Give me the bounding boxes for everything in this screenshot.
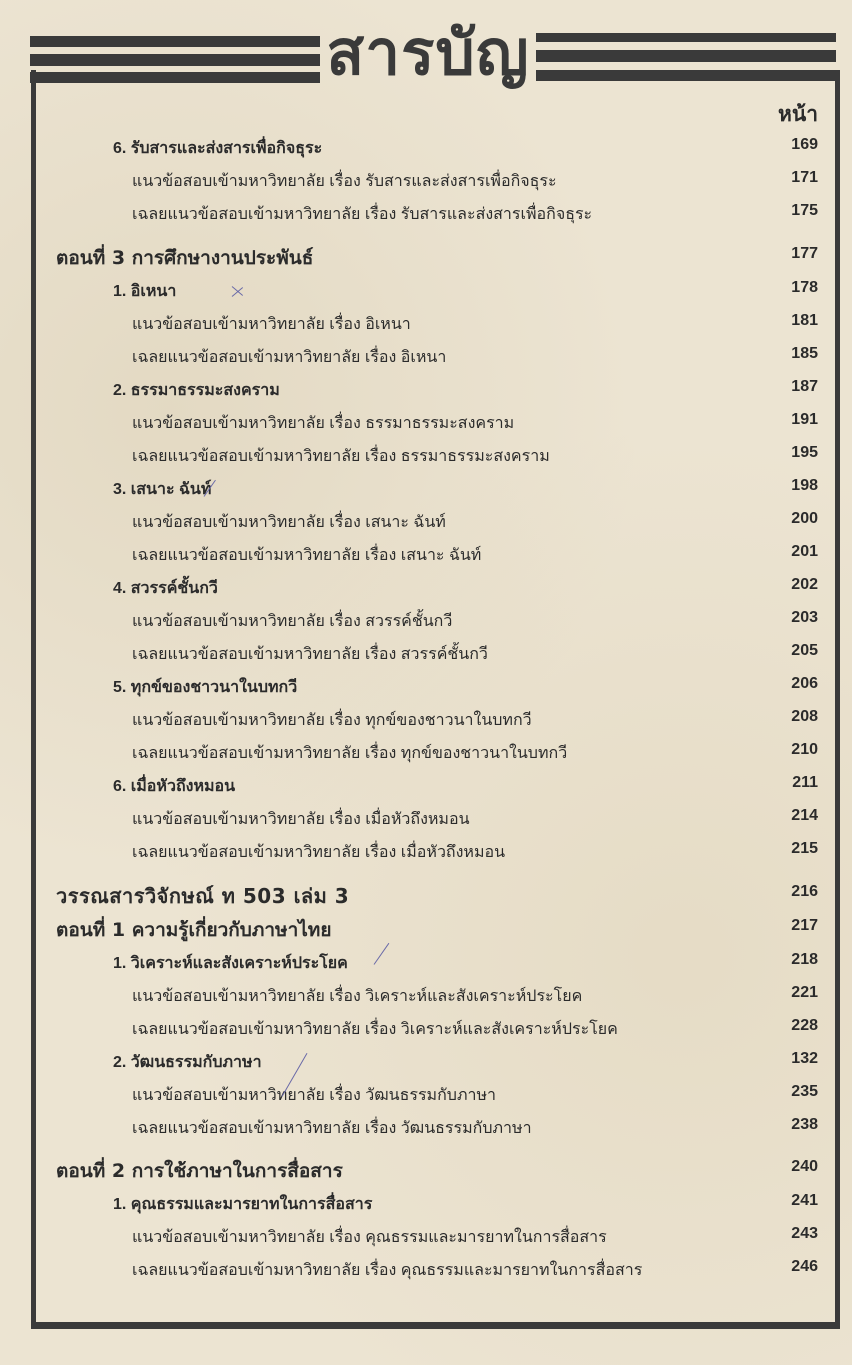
toc-entry-title: 3. เสนาะ ฉันท์ bbox=[113, 481, 212, 498]
toc-subentry bbox=[0, 836, 852, 866]
toc-page-number: 181 bbox=[791, 312, 818, 329]
toc-chapter bbox=[0, 947, 852, 977]
toc-page-number: 191 bbox=[791, 411, 818, 428]
toc-subentry bbox=[0, 165, 852, 195]
toc-entry-title: เฉลยแนวข้อสอบเข้ามหาวิทยาลัย เรื่อง เมื่อหัวถึงหมอน bbox=[132, 844, 506, 861]
toc-entry-title: 1. อิเหนา bbox=[113, 283, 177, 300]
toc-subentry bbox=[0, 440, 852, 470]
toc-chapter bbox=[0, 1046, 852, 1076]
toc-subentry bbox=[0, 407, 852, 437]
toc-entry-title: 6. เมื่อหัวถึงหมอน bbox=[113, 778, 236, 795]
toc-entry-title: 1. วิเคราะห์และสังเคราะห์ประโยค bbox=[113, 955, 348, 972]
title-rule-right-1 bbox=[536, 33, 836, 42]
toc-entry-title: แนวข้อสอบเข้ามหาวิทยาลัย เรื่อง อิเหนา bbox=[132, 316, 411, 333]
toc-page-number: 215 bbox=[791, 840, 818, 857]
toc-page-number: 228 bbox=[791, 1017, 818, 1034]
toc-page-number: 235 bbox=[791, 1083, 818, 1100]
toc-subentry bbox=[0, 1221, 852, 1251]
toc-entry-title: เฉลยแนวข้อสอบเข้ามหาวิทยาลัย เรื่อง วัฒนธรรมกับภาษา bbox=[132, 1120, 532, 1137]
toc-page-number: 132 bbox=[791, 1050, 818, 1067]
toc-entry-title: แนวข้อสอบเข้ามหาวิทยาลัย เรื่อง รับสารและส่งสารเพื่อกิจธุระ bbox=[132, 173, 557, 190]
toc-entry-title: วรรณสารวิจักษณ์ ท 503 เล่ม 3 bbox=[56, 884, 350, 908]
toc-entry-title: เฉลยแนวข้อสอบเข้ามหาวิทยาลัย เรื่อง ทุกข์ของชาวนาในบทกวี bbox=[132, 745, 568, 762]
toc-entry-title: 2. ธรรมาธรรมะสงคราม bbox=[113, 382, 280, 399]
toc-page-number: 200 bbox=[791, 510, 818, 527]
toc-page-number: 171 bbox=[791, 169, 818, 186]
toc-part-heading bbox=[0, 913, 852, 943]
toc-entry-title: แนวข้อสอบเข้ามหาวิทยาลัย เรื่อง สวรรค์ชั้นกวี bbox=[132, 613, 453, 630]
toc-entry-title: แนวข้อสอบเข้ามหาวิทยาลัย เรื่อง เสนาะ ฉันท์ bbox=[132, 514, 446, 531]
toc-entry-title: แนวข้อสอบเข้ามหาวิทยาลัย เรื่อง เมื่อหัวถึงหมอน bbox=[132, 811, 470, 828]
toc-chapter bbox=[0, 1188, 852, 1218]
toc-book-heading bbox=[0, 879, 852, 909]
toc-entry-title: ตอนที่ 1 ความรู้เกี่ยวกับภาษาไทย bbox=[56, 919, 332, 941]
toc-subentry bbox=[0, 980, 852, 1010]
toc-entry-title: 2. วัฒนธรรมกับภาษา bbox=[113, 1054, 262, 1071]
toc-page-number: 169 bbox=[791, 136, 818, 153]
toc-page-number: 203 bbox=[791, 609, 818, 626]
toc-chapter bbox=[0, 572, 852, 602]
toc-chapter bbox=[0, 132, 852, 162]
toc-subentry bbox=[0, 704, 852, 734]
toc-page-number: 195 bbox=[791, 444, 818, 461]
toc-page-number: 243 bbox=[791, 1225, 818, 1242]
toc-page-number: 177 bbox=[791, 245, 818, 262]
toc-subentry bbox=[0, 638, 852, 668]
toc-entry-title: 5. ทุกข์ของชาวนาในบทกวี bbox=[113, 679, 298, 696]
toc-page-number: 208 bbox=[791, 708, 818, 725]
toc-page-number: 221 bbox=[791, 984, 818, 1001]
toc-subentry bbox=[0, 803, 852, 833]
toc-page-number: 216 bbox=[791, 883, 818, 900]
page-column-label: หน้า bbox=[778, 102, 818, 126]
toc-entry-title: แนวข้อสอบเข้ามหาวิทยาลัย เรื่อง วัฒนธรรมกับภาษา bbox=[132, 1087, 497, 1104]
toc-chapter bbox=[0, 473, 852, 503]
toc-subentry bbox=[0, 308, 852, 338]
toc-page-number: 218 bbox=[791, 951, 818, 968]
toc-entry-title: 6. รับสารและส่งสารเพื่อกิจธุระ bbox=[113, 140, 323, 157]
toc-entry-title: แนวข้อสอบเข้ามหาวิทยาลัย เรื่อง ทุกข์ของชาวนาในบทกวี bbox=[132, 712, 532, 729]
toc-page-number: 202 bbox=[791, 576, 818, 593]
toc-part-heading bbox=[0, 1154, 852, 1184]
toc-page-number: 241 bbox=[791, 1192, 818, 1209]
toc-page-number: 211 bbox=[792, 774, 818, 791]
toc-page-number: 175 bbox=[791, 202, 818, 219]
toc-entry-title: เฉลยแนวข้อสอบเข้ามหาวิทยาลัย เรื่อง วิเคราะห์และสังเคราะห์ประโยค bbox=[132, 1021, 618, 1038]
toc-entry-title: 4. สวรรค์ชั้นกวี bbox=[113, 580, 218, 597]
toc-chapter bbox=[0, 671, 852, 701]
title-rule-left-1 bbox=[30, 36, 320, 47]
toc-entry-title: แนวข้อสอบเข้ามหาวิทยาลัย เรื่อง ธรรมาธรรมะสงคราม bbox=[132, 415, 515, 432]
toc-page-number: 246 bbox=[791, 1258, 818, 1275]
toc-entry-title: แนวข้อสอบเข้ามหาวิทยาลัย เรื่อง คุณธรรมและมารยาทในการสื่อสาร bbox=[132, 1229, 607, 1246]
toc-entry-title: เฉลยแนวข้อสอบเข้ามหาวิทยาลัย เรื่อง อิเหนา bbox=[132, 349, 447, 366]
toc-entry-title: ตอนที่ 2 การใช้ภาษาในการสื่อสาร bbox=[56, 1160, 343, 1182]
toc-entry-title: ตอนที่ 3 การศึกษางานประพันธ์ bbox=[56, 247, 314, 269]
toc-page-number: 201 bbox=[791, 543, 818, 560]
toc-chapter bbox=[0, 374, 852, 404]
toc-page-number: 198 bbox=[791, 477, 818, 494]
toc-page-number: 178 bbox=[791, 279, 818, 296]
toc-page-number: 205 bbox=[791, 642, 818, 659]
toc-page-number: 214 bbox=[791, 807, 818, 824]
toc-chapter bbox=[0, 770, 852, 800]
toc-subentry bbox=[0, 1112, 852, 1142]
toc-entry-title: เฉลยแนวข้อสอบเข้ามหาวิทยาลัย เรื่อง คุณธรรมและมารยาทในการสื่อสาร bbox=[132, 1262, 643, 1279]
toc-entry-title: เฉลยแนวข้อสอบเข้ามหาวิทยาลัย เรื่อง เสนาะ ฉันท์ bbox=[132, 547, 482, 564]
toc-subentry bbox=[0, 506, 852, 536]
toc-page-number: 240 bbox=[791, 1158, 818, 1175]
toc-page-number: 238 bbox=[791, 1116, 818, 1133]
toc-entry-title: เฉลยแนวข้อสอบเข้ามหาวิทยาลัย เรื่อง สวรรค์ชั้นกวี bbox=[132, 646, 488, 663]
toc-subentry bbox=[0, 737, 852, 767]
toc-subentry bbox=[0, 1079, 852, 1109]
title-rule-left-2 bbox=[30, 54, 320, 66]
toc-subentry bbox=[0, 198, 852, 228]
toc-page-number: 217 bbox=[791, 917, 818, 934]
title-rule-right-2 bbox=[536, 50, 836, 62]
toc-subentry bbox=[0, 1254, 852, 1284]
toc-entry-title: แนวข้อสอบเข้ามหาวิทยาลัย เรื่อง วิเคราะห์และสังเคราะห์ประโยค bbox=[132, 988, 583, 1005]
toc-part-heading bbox=[0, 241, 852, 271]
toc-entry-title: เฉลยแนวข้อสอบเข้ามหาวิทยาลัย เรื่อง ธรรมาธรรมะสงคราม bbox=[132, 448, 550, 465]
toc-subentry bbox=[0, 1013, 852, 1043]
toc-page-number: 187 bbox=[791, 378, 818, 395]
toc-entry-title: 1. คุณธรรมและมารยาทในการสื่อสาร bbox=[113, 1196, 373, 1213]
toc-chapter bbox=[0, 275, 852, 305]
toc-subentry bbox=[0, 539, 852, 569]
toc-entry-title: เฉลยแนวข้อสอบเข้ามหาวิทยาลัย เรื่อง รับสารและส่งสารเพื่อกิจธุระ bbox=[132, 206, 593, 223]
toc-page-number: 206 bbox=[791, 675, 818, 692]
toc-subentry bbox=[0, 605, 852, 635]
page-title: สารบัญ bbox=[326, 16, 530, 89]
toc-page-number: 210 bbox=[791, 741, 818, 758]
toc-subentry bbox=[0, 341, 852, 371]
toc-page-number: 185 bbox=[791, 345, 818, 362]
